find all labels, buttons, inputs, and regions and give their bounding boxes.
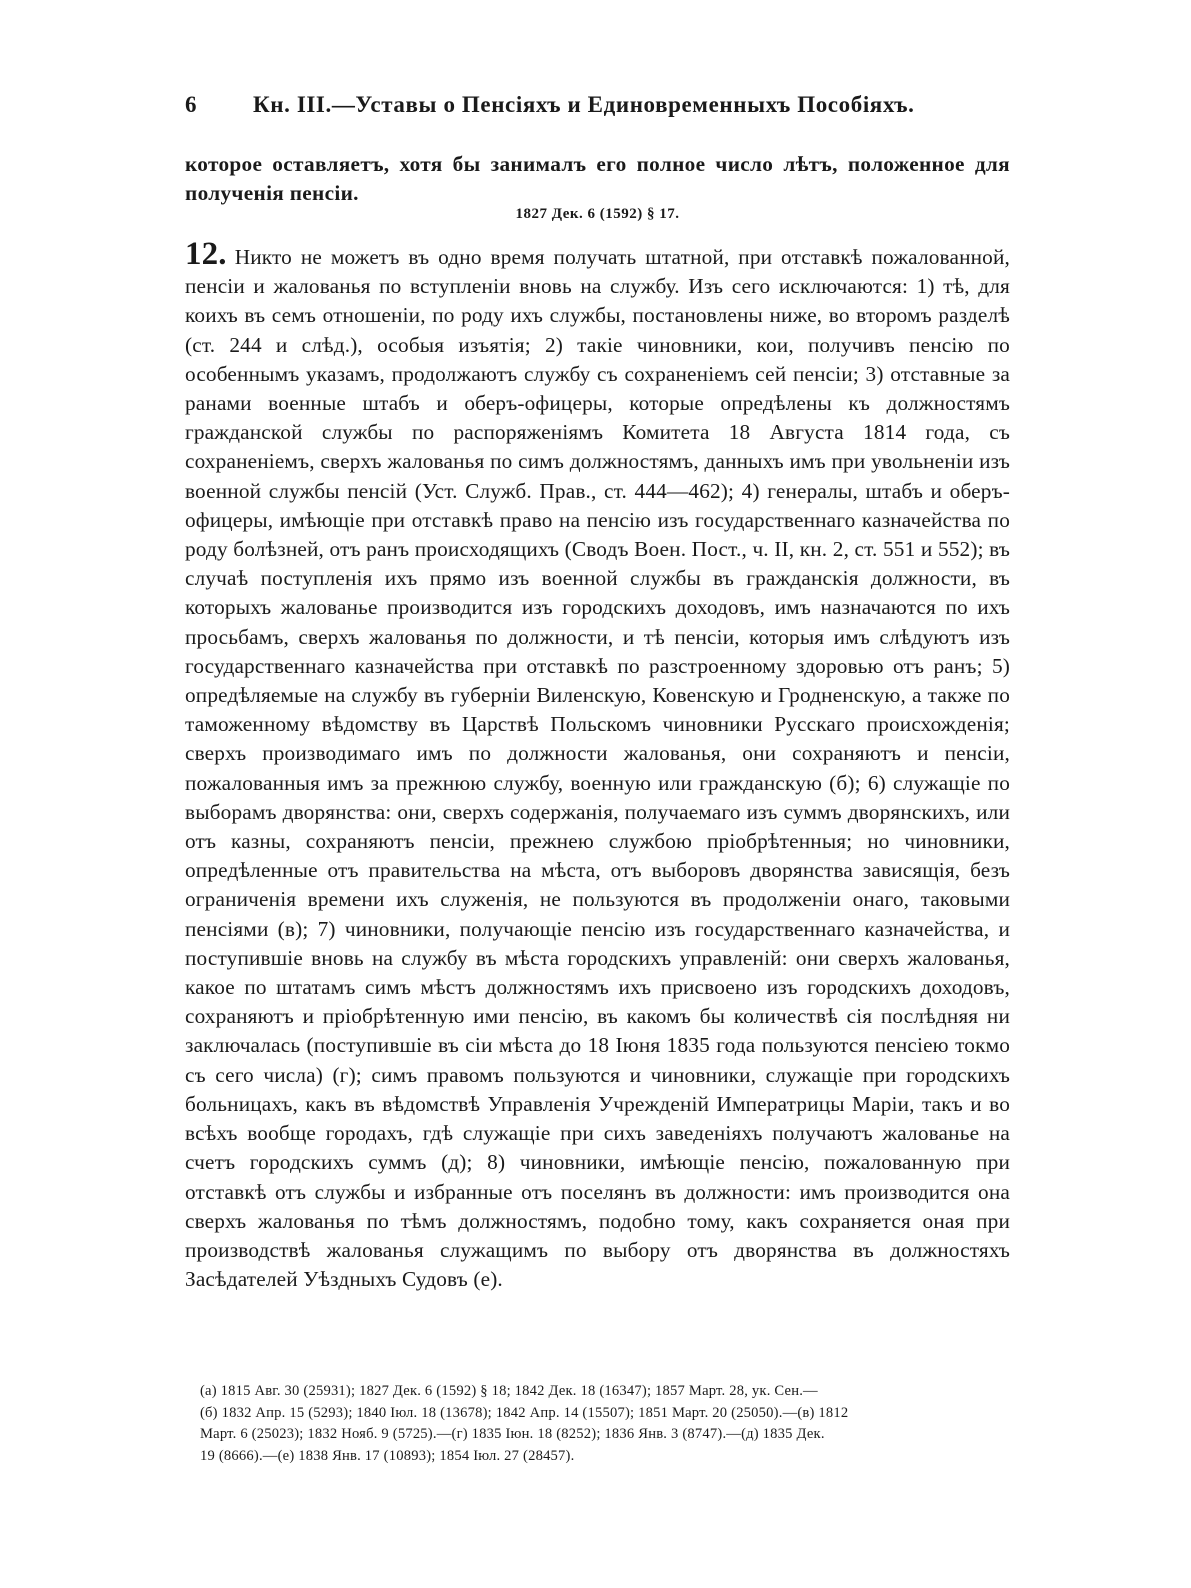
running-header [185,92,1010,132]
footnote-line: (а) 1815 Авг. 30 (25931); 1827 Дек. 6 (1592) § 18; 1842 Дек. 18 (16347); 1857 Март. 28, ук. Сен.— [200,1383,818,1399]
citation: 1827 Дек. 6 (1592) § 17. [515,206,680,222]
page-number: 6 [185,92,198,117]
footnote-line: 19 (8666).—(е) 1838 Янв. 17 (10893); 1854 Іюл. 27 (28457). [200,1447,575,1464]
header-title: Кн. III.—Уставы о Пенсіяхъ и Единовременныхъ Пособіяхъ. [253,92,915,117]
footnote-line: Март. 6 (25023); 1832 Нояб. 9 (5725).—(г) 1835 Іюн. 18 (8252); 1836 Янв. 3 (8747).—(д) 1835 Дек. [200,1426,825,1442]
article-body: Никто не можетъ въ одно время получать штатной, при отставкѣ пожалованной, пенсіи и жалованья по вступленіи вновь на службу. Изъ сего исключаются: 1) тѣ, для коихъ въ семъ отношеніи, по роду ихъ службы, постановлены ниже, во второмъ разделѣ (ст. 244 и слѣд.), особыя изъятія; 2) такіе чиновники, кои, получивъ пенсію по особеннымъ указамъ, продолжаютъ службу съ сохраненіемъ сей пенсіи; 3) отставные за ранами военные штабъ и оберъ-офицеры, которые опредѣлены къ должностямъ гражданской службы по распоряженіямъ Комитета 18 Августа 1814 года, съ сохраненіемъ, сверхъ жалованья по симъ должностямъ, данныхъ имъ при увольненіи изъ военной службы пенсій (Уст. Служб. Прав., ст. 444—462); 4) генералы, штабъ и оберъ-офицеры, имѣющіе при отставкѣ право на пенсію изъ государственнаго казначейства по роду болѣзней, отъ ранъ происходящихъ (Сводъ Воен. Пост., ч. II, кн. 2, ст. 551 и 552); въ случаѣ поступленія ихъ прямо изъ военной службы въ гражданскія должности, въ которыхъ жалованье производится изъ городскихъ доходовъ, имъ назначаются по ихъ просьбамъ, сверхъ жалованья по должности, и тѣ пенсіи, которыя имъ слѣдуютъ изъ государственнаго казначейства при отставкѣ по разстроенному здоровью отъ ранъ; 5) опредѣляемые на службу въ губерніи Виленскую, Ковенскую и Гродненскую, а также по таможенному вѣдомству въ Царствѣ Польскомъ чиновники Русскаго происхожденія; сверхъ производимаго имъ по должности жалованья, они сохраняютъ и пенсіи, пожалованныя имъ за прежнюю службу, военную или гражданскую (б); 6) служащіе по выборамъ дворянства: они, сверхъ содержанія, получаемаго изъ суммъ дворянскихъ, или отъ казны, сохраняютъ пенсіи, прежнею службою пріобрѣтенныя; но чиновники, опредѣленные отъ правительства на мѣста, отъ выборовъ дворянства зависящія, безъ ограниченія времени ихъ служенія, не пользуются въ продолженіи онаго, таковыми пенсіями (в); 7) чиновники, получающіе пенсію изъ государственнаго казначейства, и поступившіе вновь на службу въ мѣста городскихъ управленій: они сверхъ жалованья, какое по штатамъ симъ мѣстъ должностямъ ихъ присвоено изъ городскихъ доходовъ, сохраняютъ и пріобрѣтенную ими пенсію, въ какомъ бы количествѣ сія послѣдняя ни заключалась (поступившіе въ сіи мѣста до 18 Іюня 1835 года пользуются пенсіею токмо съ сего числа) (г); симъ правомъ пользуются и чиновники, служащіе при городскихъ больницахъ, какъ въ вѣдомствѣ Управленія Учрежденій Императрицы Маріи, такъ и во всѣхъ вообще городахъ, гдѣ служащіе при сихъ заведеніяхъ получаютъ жалованье на счетъ городскихъ суммъ (д); 8) чиновники, имѣющіе пенсію, пожалованную при отставкѣ отъ службы и избранные отъ поселянъ въ должности: имъ производится она сверхъ жалованья по тѣмъ должностямъ, подобно тому, какъ сохраняется оная при производствѣ жалованья служащимъ по выбору отъ дворянства въ должностяхъ Засѣдателей Уѣздныхъ Судовъ (е). [185,245,1010,1292]
article-number: 12. [185,236,227,272]
footnote-line: (б) 1832 Апр. 15 (5293); 1840 Іюл. 18 (13678); 1842 Апр. 14 (15507); 1851 Март. 20 (25050).—(в) 1812 [200,1404,849,1421]
footnotes [200,1381,1015,1467]
continued-paragraph: которое оставляетъ, хотя бы занималъ его полное число лѣтъ, положенное для полученія пенсіи. [185,152,1010,206]
article-12 [185,236,1010,1294]
